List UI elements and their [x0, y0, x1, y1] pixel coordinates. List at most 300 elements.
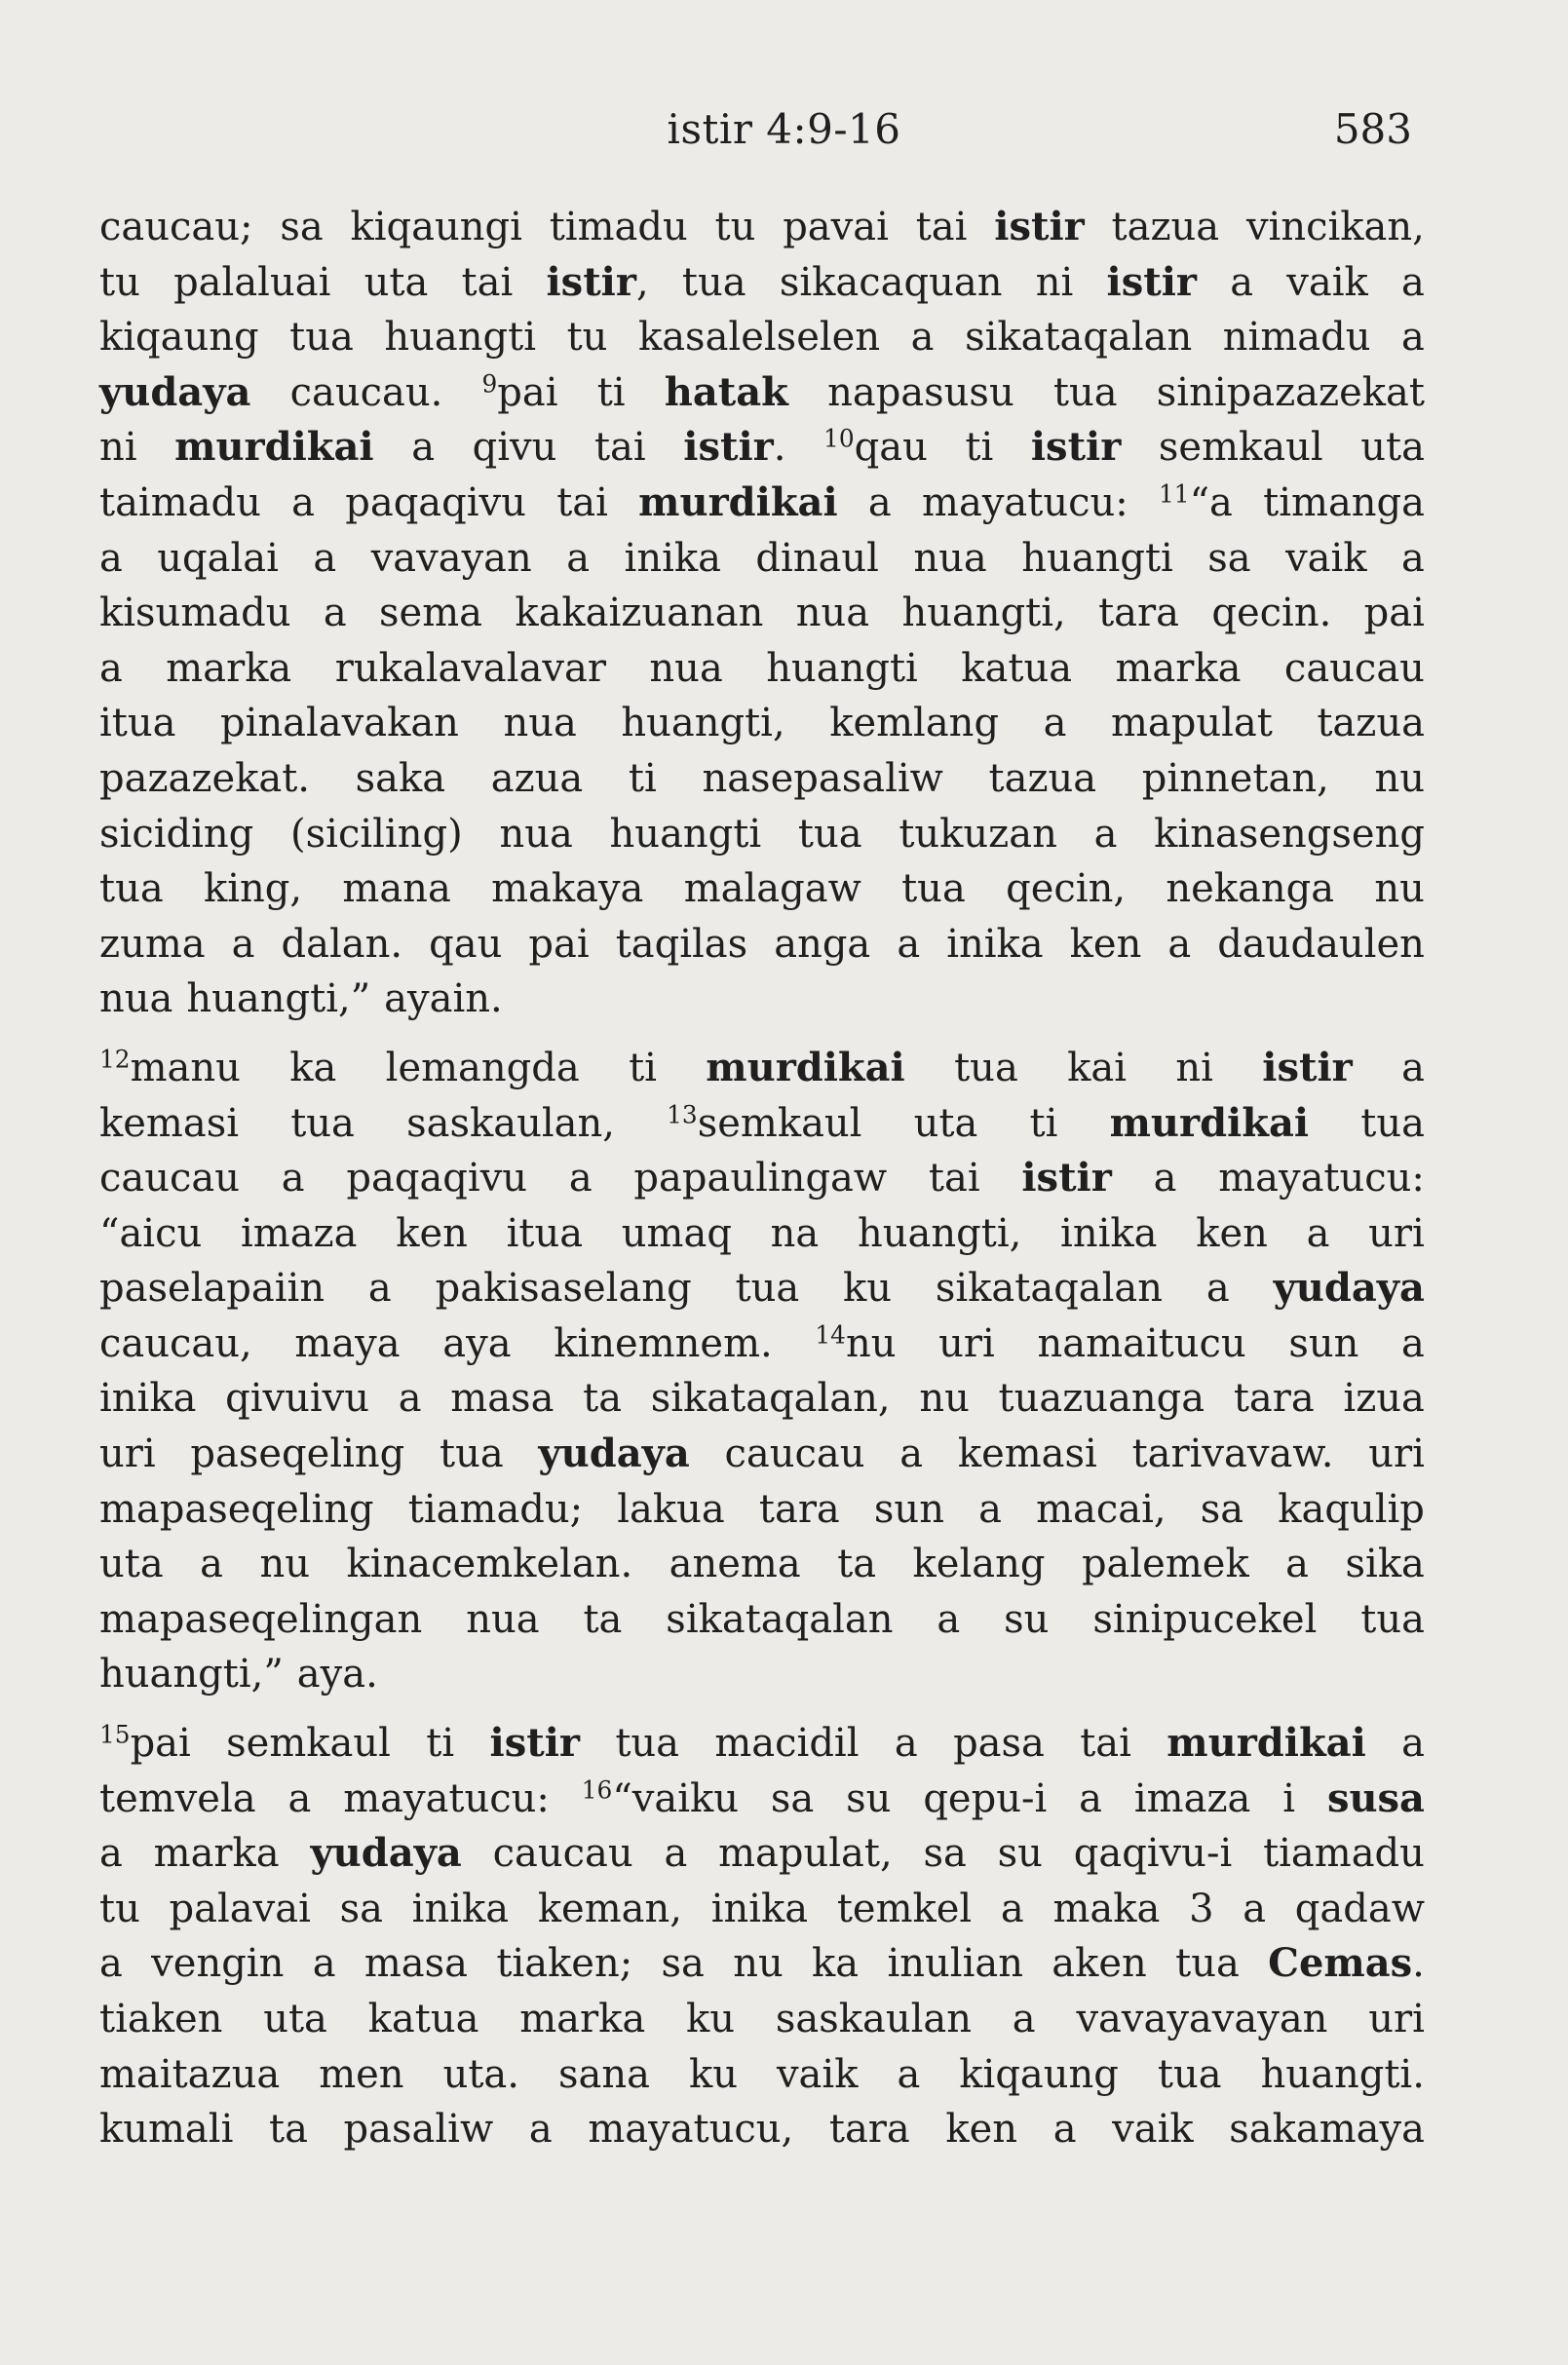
word: katua — [367, 1997, 479, 2041]
word — [1110, 1096, 1309, 1152]
word: macidil — [714, 1721, 860, 1767]
word: ti — [965, 425, 994, 471]
word: tiamadu — [1263, 1831, 1425, 1877]
bold-term: murdikai — [638, 478, 838, 525]
word: pasa — [953, 1721, 1045, 1767]
verse-number: 9 — [481, 369, 498, 399]
word: sa — [661, 1941, 705, 1987]
word: tu — [99, 1886, 140, 1931]
word — [1274, 1261, 1425, 1316]
word: a — [291, 479, 315, 525]
word: a — [1243, 1886, 1267, 1931]
text-line — [99, 531, 1425, 587]
word: a — [937, 1596, 961, 1642]
word: kumali — [99, 2107, 234, 2153]
text-line — [99, 2102, 1425, 2157]
word: qau — [429, 921, 503, 967]
bold-term: yudaya — [99, 368, 251, 415]
text-line — [99, 476, 1425, 531]
word: a — [200, 1542, 224, 1587]
word: a — [287, 1775, 312, 1821]
word: a — [894, 1721, 918, 1767]
word: a — [1205, 1266, 1230, 1312]
word: mana — [342, 866, 451, 912]
paragraph — [99, 200, 1425, 1027]
word: a — [99, 1831, 123, 1877]
text-line — [99, 1371, 1425, 1427]
word: $^{15}$pai — [99, 1720, 191, 1767]
word: saskaulan — [775, 1997, 972, 2041]
word: tua — [1175, 1941, 1240, 1987]
verse-number: 16 — [581, 1775, 613, 1804]
word: ta — [583, 1376, 623, 1422]
word: a — [312, 1941, 336, 1987]
word: a — [1230, 259, 1254, 305]
word — [1262, 1041, 1352, 1096]
word: tu — [99, 259, 140, 305]
word: kinemnem. — [554, 1320, 773, 1366]
word: a — [897, 2051, 921, 2097]
word: nu — [1374, 866, 1425, 912]
word: tazua — [1111, 205, 1220, 249]
word: uri — [99, 1431, 156, 1477]
word: marka — [166, 645, 292, 691]
text-line — [99, 586, 1425, 641]
word: a — [566, 535, 591, 581]
word: dalan. — [281, 921, 403, 967]
word: marka — [1115, 645, 1242, 691]
word: ti — [426, 1721, 455, 1767]
word: palemek — [1081, 1542, 1249, 1587]
bold-term: yudaya — [538, 1430, 690, 1477]
text-line — [99, 1592, 1425, 1648]
word: inika — [624, 535, 721, 581]
word: inulian — [887, 1941, 1023, 1987]
word: a — [398, 1376, 422, 1422]
word: vaik — [1112, 2107, 1194, 2153]
word: $^9$pai — [481, 369, 558, 415]
text-line — [99, 807, 1425, 862]
bold-term: murdikai — [1109, 1099, 1310, 1146]
word: ti — [596, 369, 626, 415]
word: lakua — [617, 1486, 725, 1532]
word — [174, 420, 373, 476]
text-line — [99, 972, 1425, 1027]
word: katua — [961, 645, 1073, 691]
word: pai — [1363, 591, 1425, 636]
word: tazua — [1317, 701, 1425, 746]
word: ken — [396, 1210, 468, 1256]
word: tiaken — [99, 1997, 223, 2041]
text-line — [99, 1261, 1425, 1316]
word: ku — [686, 1997, 736, 2041]
word: mapulat — [1110, 701, 1273, 746]
word: qadaw — [1294, 1886, 1425, 1931]
word — [638, 476, 837, 531]
paragraph-gap — [99, 1702, 1425, 1716]
word: siciding — [99, 811, 254, 857]
word: “aicu — [99, 1210, 203, 1256]
word: qepu-i — [923, 1775, 1048, 1821]
word: inika — [946, 921, 1044, 967]
word: a — [99, 535, 123, 581]
word: makaya — [491, 866, 644, 912]
word: tua — [290, 1100, 355, 1146]
text-line — [99, 1772, 1425, 1827]
word: sakamaya — [1229, 2107, 1425, 2153]
word: nua — [913, 535, 987, 581]
text-line — [99, 1882, 1425, 1937]
word: ku — [688, 2051, 738, 2097]
word: a — [1285, 1542, 1310, 1587]
word: tazua — [988, 755, 1097, 801]
word: Cemas. — [1268, 1940, 1425, 1987]
word: sikataqalan, — [650, 1376, 891, 1422]
word: a — [99, 645, 123, 691]
word: uqalai — [157, 535, 279, 581]
word: uri — [1368, 1431, 1425, 1477]
word: ti — [629, 1045, 657, 1090]
word: sikataqalan — [935, 1266, 1164, 1312]
word: nua — [499, 811, 573, 857]
word: keman, — [537, 1886, 682, 1931]
word: vavayan — [370, 535, 532, 581]
word: palaluai — [173, 259, 331, 305]
word: kakaizuanan — [515, 591, 764, 636]
word: a — [1401, 259, 1425, 305]
word: a — [978, 1486, 1002, 1532]
word: uri — [1368, 1997, 1425, 2041]
word: tarivavaw. — [1131, 1431, 1334, 1477]
paragraph — [99, 1041, 1425, 1702]
word: a — [664, 1831, 688, 1877]
word — [1107, 255, 1197, 311]
word: i — [1282, 1775, 1296, 1821]
word: pakisaselang — [435, 1266, 692, 1312]
word: sa — [770, 1775, 815, 1821]
word: a — [411, 425, 436, 471]
word: taimadu — [99, 479, 261, 525]
word: a — [1401, 1045, 1425, 1090]
word: a — [1043, 701, 1067, 746]
word: kisumadu — [99, 591, 291, 636]
page-number: 583 — [1333, 105, 1412, 153]
word: qaqivu-i — [1073, 1831, 1233, 1877]
bold-term: istir — [489, 1720, 580, 1767]
word: nu — [919, 1376, 970, 1422]
word: king, — [203, 866, 303, 912]
word: semkaul — [1158, 425, 1323, 471]
word: ta — [837, 1542, 877, 1587]
word: su — [1004, 1596, 1050, 1642]
word: tara — [758, 1486, 840, 1532]
word: nua — [795, 591, 870, 636]
word: tiaken; — [496, 1941, 633, 1987]
word: paselapaiin — [99, 1266, 325, 1312]
word: sa — [280, 205, 324, 249]
word: sikataqalan — [965, 315, 1193, 361]
word — [1021, 1151, 1111, 1206]
text-line — [99, 917, 1425, 973]
word: ti — [1029, 1100, 1058, 1146]
word: tuazuanga — [998, 1376, 1205, 1422]
word: a — [899, 1431, 924, 1477]
text-line — [99, 1096, 1425, 1152]
word: aya. — [296, 1652, 378, 1697]
word: nu — [733, 1941, 784, 1987]
word — [538, 1427, 689, 1482]
page-header — [0, 105, 1568, 164]
bold-term: istir — [546, 258, 636, 305]
verse-number: 15 — [99, 1720, 131, 1749]
word: mapulat, — [718, 1831, 893, 1877]
word: vaik — [1285, 535, 1367, 581]
word: ni — [99, 425, 137, 471]
word: kaqulip — [1278, 1486, 1425, 1532]
word: ka — [289, 1045, 337, 1090]
bold-term: istir — [1106, 258, 1197, 305]
word: sika — [1345, 1542, 1425, 1587]
word: tara — [1233, 1376, 1315, 1422]
text-line — [99, 1427, 1425, 1482]
word: tai — [556, 479, 608, 525]
word: caucau — [724, 1431, 865, 1477]
word: sa — [339, 1886, 383, 1931]
word: semkaul — [226, 1721, 391, 1767]
word: tua — [1360, 1596, 1425, 1642]
word: nimadu — [1222, 315, 1371, 361]
page-body — [99, 200, 1425, 2157]
bold-term: istir — [1262, 1044, 1353, 1090]
word: marka — [519, 1997, 646, 2041]
word: a — [367, 1266, 392, 1312]
word: kiqaungi — [350, 205, 522, 249]
word: temvela — [99, 1775, 256, 1821]
bold-term: istir — [1021, 1155, 1112, 1202]
bold-term: murdikai — [706, 1044, 905, 1090]
word: izua — [1343, 1376, 1425, 1422]
word: inika — [710, 1886, 809, 1931]
word: maya — [294, 1320, 401, 1366]
word: tua — [681, 259, 746, 305]
word: huangti — [609, 811, 762, 857]
word: zuma — [99, 921, 206, 967]
text-line — [99, 1316, 1425, 1372]
word: tai — [593, 425, 646, 471]
word: huangti — [1021, 535, 1173, 581]
word: umaq — [621, 1210, 732, 1256]
word: tua — [1052, 369, 1118, 415]
word: a — [231, 921, 255, 967]
bold-term: murdikai — [174, 424, 374, 471]
word: napasusu — [827, 369, 1014, 415]
word: kasalelselen — [637, 315, 881, 361]
word: mapaseqelingan — [99, 1596, 423, 1642]
word: caucau — [99, 1156, 241, 1202]
word: tua — [901, 866, 966, 912]
word: $^{10}$qau — [823, 424, 928, 471]
word: nua — [466, 1596, 540, 1642]
word: tara — [828, 2107, 910, 2153]
word: $^{16}$“vaiku — [581, 1775, 740, 1821]
word: sa — [923, 1831, 967, 1877]
word: mayatucu: — [343, 1775, 550, 1821]
word: ka — [812, 1941, 860, 1987]
word: 3 — [1189, 1886, 1214, 1931]
word: kelang — [912, 1542, 1046, 1587]
word — [994, 200, 1084, 255]
word: palavai — [169, 1886, 311, 1931]
word: uta — [263, 1997, 327, 2041]
word: nua — [99, 976, 173, 1022]
word: $^{12}$manu — [99, 1045, 241, 1090]
word: kinacemkelan. — [346, 1542, 633, 1587]
word: dinaul — [755, 535, 879, 581]
word: ku — [843, 1266, 893, 1312]
verse-number: 12 — [99, 1045, 131, 1074]
word: tua — [440, 1431, 504, 1477]
word: tua — [615, 1721, 679, 1767]
word: sinipucekel — [1092, 1596, 1318, 1642]
word — [99, 365, 250, 421]
text-line — [99, 1151, 1425, 1206]
bold-term: yudaya — [1273, 1265, 1425, 1312]
word: anema — [669, 1542, 801, 1587]
word: ken — [1069, 921, 1142, 967]
bold-term: istir — [683, 424, 774, 471]
word: nasepasaliw — [702, 755, 943, 801]
word: tiamadu; — [407, 1486, 584, 1532]
word: a — [1052, 2107, 1077, 2153]
word: paqaqivu — [346, 1156, 528, 1202]
text-line — [99, 1936, 1425, 1992]
word: uta — [913, 1100, 978, 1146]
word: aken — [1052, 1941, 1147, 1987]
word: anga — [774, 921, 871, 967]
word: masa — [450, 1376, 555, 1422]
word: a — [1401, 1721, 1425, 1767]
word: marka — [153, 1831, 280, 1877]
word: sun — [873, 1486, 944, 1532]
word: huangti — [766, 645, 918, 691]
text-line — [99, 310, 1425, 365]
text-line — [99, 641, 1425, 697]
text-line — [99, 1206, 1425, 1262]
word: inika — [411, 1886, 510, 1931]
word: imaza — [1133, 1775, 1251, 1821]
word: vengin — [151, 1941, 285, 1987]
word: timadu — [549, 205, 688, 249]
word: tu — [714, 205, 756, 249]
word: ayain. — [384, 976, 503, 1022]
word: vavayavayan — [1076, 1997, 1328, 2041]
word: tai — [1080, 1721, 1131, 1767]
running-head: istir 4:9-16 — [667, 105, 901, 153]
word: saka — [355, 755, 446, 801]
word: a — [1401, 315, 1425, 361]
word: caucau — [1283, 645, 1425, 691]
word: maitazua — [99, 2051, 281, 2097]
word: pasaliw — [343, 2107, 494, 2153]
word: istir, — [546, 258, 649, 305]
text-line — [99, 1041, 1425, 1096]
word: pinnetan, — [1141, 755, 1329, 801]
word: ken — [945, 2107, 1018, 2153]
text-line — [99, 420, 1425, 476]
word: paseqeling — [190, 1431, 405, 1477]
word: papaulingaw — [633, 1156, 888, 1202]
word: sa — [1207, 535, 1251, 581]
word: caucau — [492, 1831, 633, 1877]
text-line — [99, 365, 1425, 421]
word: a — [867, 479, 892, 525]
word: qivuivu — [225, 1376, 370, 1422]
word: taqilas — [615, 921, 748, 967]
word: a — [568, 1156, 593, 1202]
word: mayatucu: — [922, 479, 1128, 525]
word: vaik — [1286, 259, 1368, 305]
verse-number: 11 — [1159, 479, 1190, 509]
word: a — [323, 591, 347, 636]
text-line — [99, 200, 1425, 255]
word: caucau. — [289, 369, 443, 415]
word: kiqaung — [99, 315, 259, 361]
word — [1031, 420, 1121, 476]
word: a — [1079, 1775, 1103, 1821]
word: imaza — [240, 1210, 358, 1256]
word: daudaulen — [1217, 921, 1425, 967]
word: inika — [99, 1376, 197, 1422]
text-line — [99, 1716, 1425, 1772]
word: ti — [628, 755, 657, 801]
text-line — [99, 751, 1425, 807]
word: a — [313, 535, 337, 581]
word: sikataqalan — [666, 1596, 894, 1642]
word: huangti,” — [99, 1652, 284, 1697]
word: a — [528, 2107, 553, 2153]
word: kai — [1067, 1045, 1128, 1090]
word: pavai — [783, 205, 889, 249]
word: timanga — [1263, 479, 1425, 525]
word: macai, — [1036, 1486, 1166, 1532]
text-line — [99, 1647, 1425, 1702]
word: nekanga — [1166, 866, 1335, 912]
word: su — [846, 1775, 892, 1821]
paragraph — [99, 1716, 1425, 2157]
word: na — [770, 1210, 820, 1256]
word: uri — [938, 1320, 995, 1366]
word — [706, 1041, 904, 1096]
word: a — [897, 921, 921, 967]
word: vincikan, — [1245, 205, 1425, 249]
word: pai — [528, 921, 590, 967]
word: sana — [557, 2051, 650, 2097]
word: sun — [1288, 1320, 1359, 1366]
word — [1166, 1716, 1365, 1772]
word: ta — [269, 2107, 308, 2153]
word: a — [910, 315, 935, 361]
word: a — [281, 1156, 305, 1202]
word: caucau; — [99, 205, 253, 249]
word: vaik — [776, 2051, 859, 2097]
word: sinipazazekat — [1156, 369, 1425, 415]
word: huangti — [384, 315, 537, 361]
word: a — [1093, 811, 1118, 857]
word: sa — [1200, 1486, 1244, 1532]
word: ta — [583, 1596, 623, 1642]
word: pinalavakan — [220, 701, 459, 746]
word: nua — [503, 701, 577, 746]
